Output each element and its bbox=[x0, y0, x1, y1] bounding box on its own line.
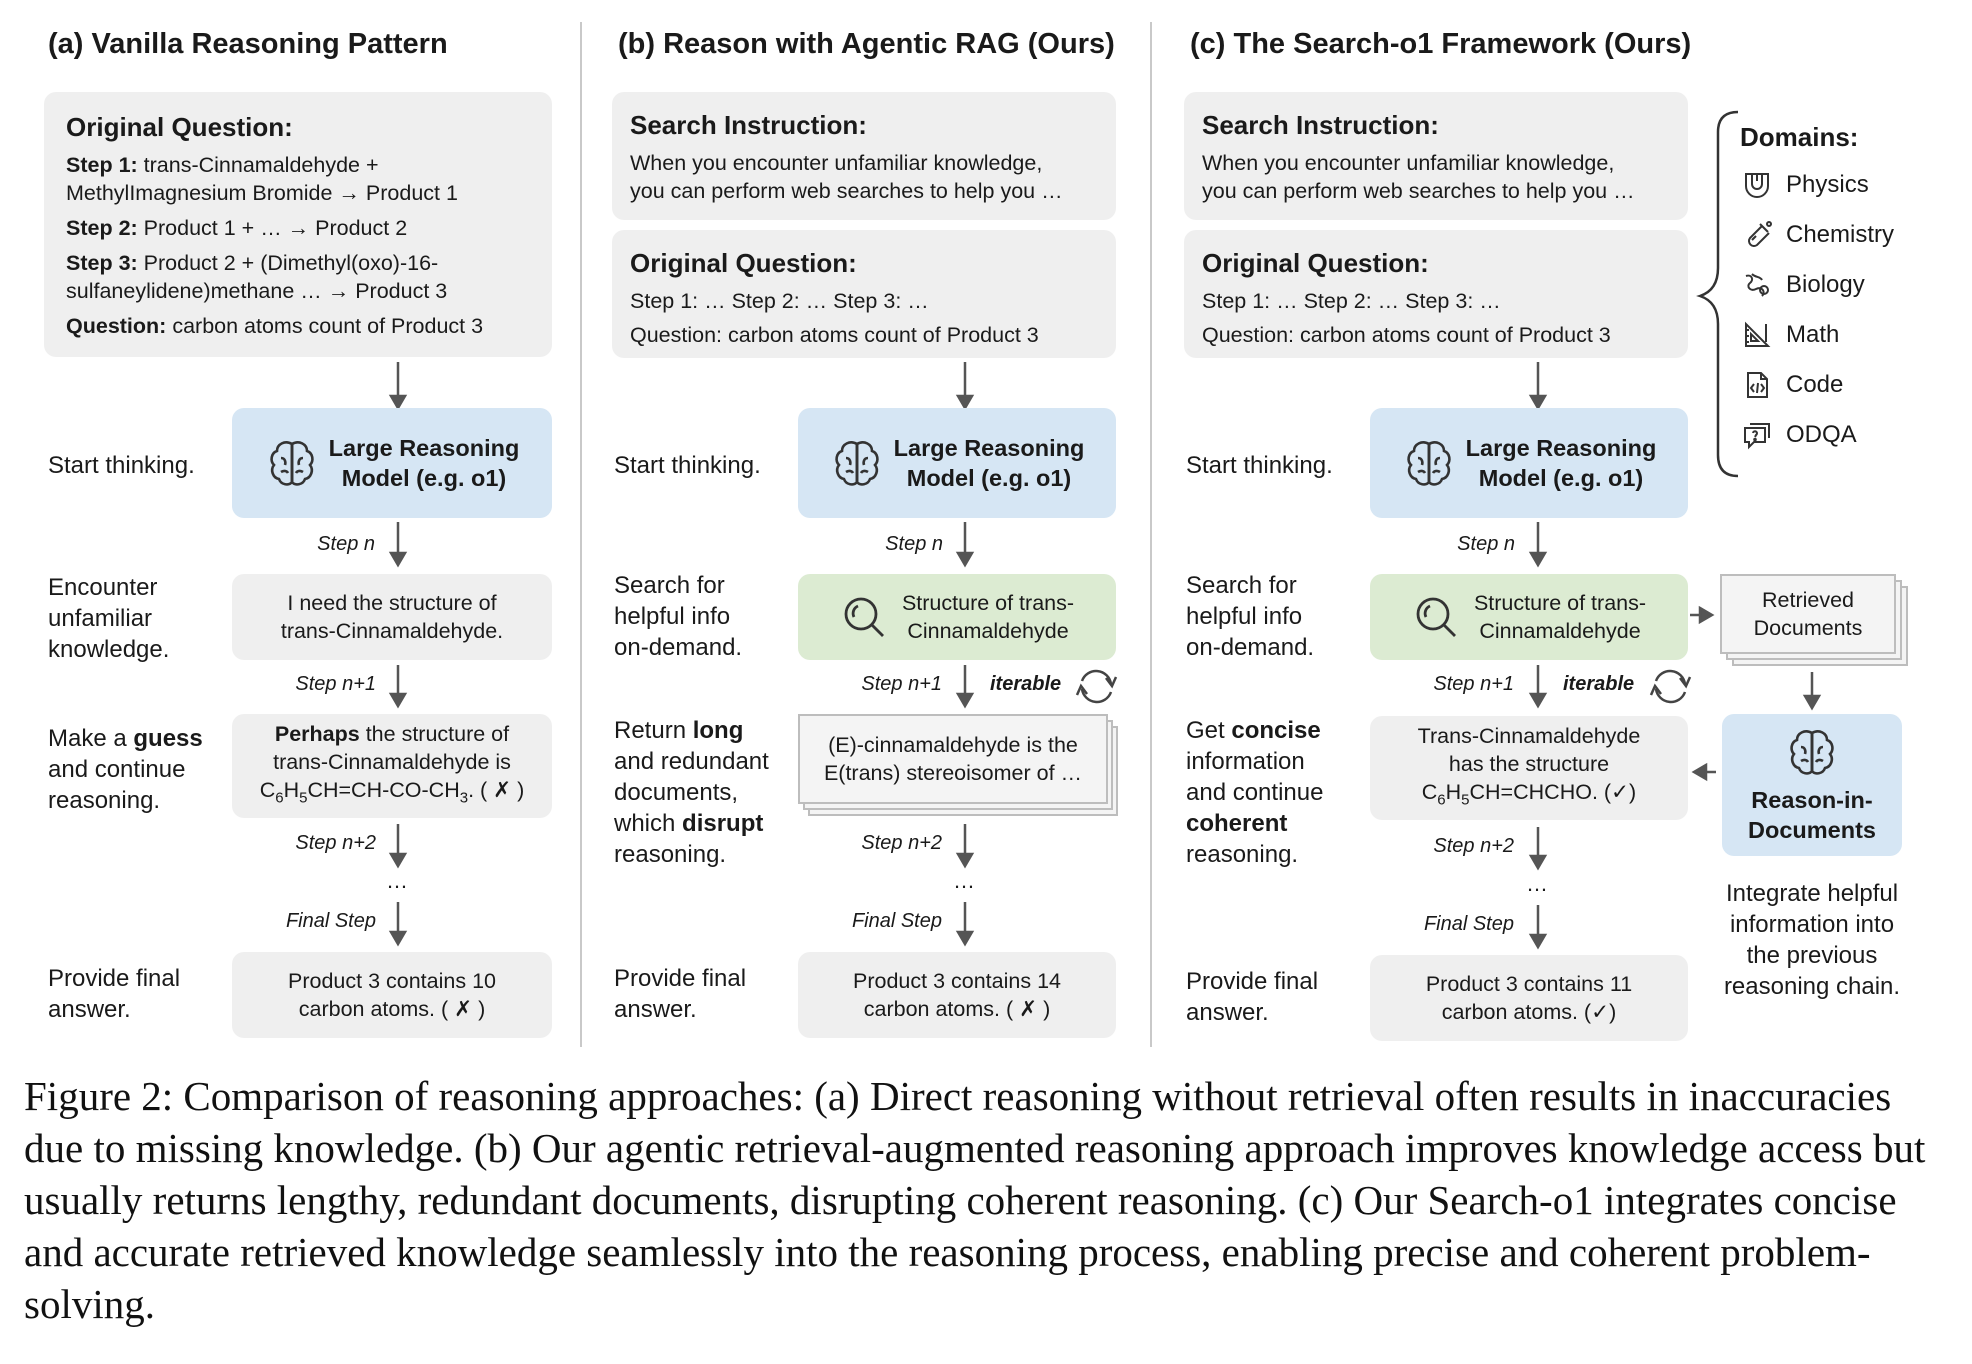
step-n2-label: Step n+2 bbox=[861, 832, 942, 854]
model-title-line2: Model (e.g. o1) bbox=[906, 465, 1072, 491]
search-query-box: Structure of trans- Cinnamaldehyde bbox=[798, 574, 1116, 660]
start-thinking-label: Start thinking. bbox=[1186, 452, 1333, 479]
large-reasoning-model-box bbox=[232, 408, 552, 518]
final-step-label: Final Step bbox=[851, 910, 942, 932]
domain-odqa: ODQA bbox=[1742, 420, 1857, 450]
concise-info-box: Trans-Cinnamaldehyde has the structure $C_6H_5CH=CHCHO$. (✓) bbox=[1370, 716, 1688, 820]
long-documents-box: (E)-cinnamaldehyde is the E(trans) stereoisomer of … bbox=[798, 714, 1108, 804]
panel-c-question-box bbox=[1184, 230, 1688, 358]
brain-icon bbox=[1402, 436, 1456, 490]
step-n-label: Step n bbox=[1457, 533, 1515, 555]
search-icon bbox=[1412, 593, 1460, 641]
panel-b-instruction-box bbox=[612, 92, 1116, 220]
question-heading: Original Question: bbox=[1202, 248, 1429, 278]
odqa-icon bbox=[1742, 420, 1772, 450]
iterable-label: iterable bbox=[1563, 673, 1635, 695]
retrieved-documents-box: Retrieved Documents bbox=[1720, 574, 1896, 654]
brain-icon bbox=[1785, 725, 1839, 779]
question-text: Question: carbon atoms count of Product 3 bbox=[66, 314, 484, 338]
final-step-label: Final Step bbox=[285, 910, 376, 932]
question-step-1: Step 1: trans-Cinnamaldehyde + bbox=[66, 153, 379, 177]
thought-box: I need the structure of trans-Cinnamaldehyde. bbox=[232, 574, 552, 660]
question-step-1-cont: MethylImagnesium Bromide → Product 1 bbox=[66, 181, 458, 205]
panel-b-title: (b) Reason with Agentic RAG (Ours) bbox=[618, 28, 1115, 60]
domain-biology: Biology bbox=[1742, 270, 1865, 300]
model-title-line1: Large Reasoning bbox=[328, 435, 520, 461]
instruction-heading: Search Instruction: bbox=[630, 110, 867, 140]
instruction-line: you can perform web searches to help you … bbox=[1202, 179, 1635, 203]
step-n1-label: Step n+1 bbox=[295, 673, 376, 695]
model-title-line1: Large Reasoning bbox=[1465, 435, 1657, 461]
reason-in-documents-box: Reason-in- Documents bbox=[1722, 714, 1902, 856]
instruction-line: you can perform web searches to help you … bbox=[630, 179, 1063, 203]
panel-b-question-box bbox=[612, 230, 1116, 358]
large-reasoning-model-box bbox=[798, 408, 1116, 518]
question-line: Question: carbon atoms count of Product 3 bbox=[630, 323, 1039, 347]
question-step-2: Step 2: Product 1 + … → Product 2 bbox=[66, 216, 408, 240]
concise-info-label: Get concise information and continue coherent reasoning. bbox=[1186, 717, 1324, 868]
integrate-label: Integrate helpful information into the previous reasoning chain. bbox=[1723, 880, 1901, 1000]
question-line: Question: carbon atoms count of Product 3 bbox=[1202, 323, 1611, 347]
guess-box: Perhaps the structure of trans-Cinnamaldehyde is $C_6H_5CH=CH-CO-CH_3$. ( ✗ ) bbox=[232, 714, 552, 818]
ellipsis: … bbox=[1526, 871, 1548, 896]
biology-icon bbox=[1742, 270, 1772, 300]
search-on-demand-label: Search for helpful info on-demand. bbox=[1186, 572, 1315, 661]
question-heading: Original Question: bbox=[66, 112, 293, 142]
domain-code: Code bbox=[1742, 370, 1843, 400]
panel-a-title: (a) Vanilla Reasoning Pattern bbox=[48, 28, 448, 60]
instruction-line: When you encounter unfamiliar knowledge, bbox=[1202, 151, 1615, 175]
start-thinking-label: Start thinking. bbox=[48, 452, 195, 479]
final-answer-box: Product 3 contains 11 carbon atoms. (✓) bbox=[1370, 955, 1688, 1041]
guess-label: Make a guess and continue reasoning. bbox=[48, 725, 203, 814]
final-answer-box: Product 3 contains 14 carbon atoms. ( ✗ ) bbox=[798, 952, 1116, 1038]
step-n-label: Step n bbox=[317, 533, 375, 555]
model-title-line1: Large Reasoning bbox=[893, 435, 1085, 461]
domain-chemistry: Chemistry bbox=[1742, 220, 1894, 250]
final-step-label: Final Step bbox=[1423, 913, 1514, 935]
brain-icon bbox=[265, 436, 319, 490]
brain-icon bbox=[830, 436, 884, 490]
formula-c: $C_6H_5CH=CHCHO$. (✓) bbox=[1421, 779, 1637, 809]
large-reasoning-model-box bbox=[1370, 408, 1688, 518]
model-title-line2: Model (e.g. o1) bbox=[1478, 465, 1644, 491]
search-query-box: Structure of trans- Cinnamaldehyde bbox=[1370, 574, 1688, 660]
search-on-demand-label: Search for helpful info on-demand. bbox=[614, 572, 743, 661]
step-n2-label: Step n+2 bbox=[295, 832, 376, 854]
final-answer-label: Provide final answer. bbox=[1186, 968, 1319, 1026]
step-n2-label: Step n+2 bbox=[1433, 835, 1514, 857]
start-thinking-label: Start thinking. bbox=[614, 452, 761, 479]
iterable-label: iterable bbox=[990, 673, 1062, 695]
domain-physics: Physics bbox=[1742, 170, 1869, 200]
domain-math: Math bbox=[1742, 320, 1839, 350]
question-heading: Original Question: bbox=[630, 248, 857, 278]
panel-c-title: (c) The Search-o1 Framework (Ours) bbox=[1190, 28, 1692, 60]
instruction-heading: Search Instruction: bbox=[1202, 110, 1439, 140]
final-answer-box: Product 3 contains 10 carbon atoms. ( ✗ ) bbox=[232, 952, 552, 1038]
encounter-label: Encounter unfamiliar knowledge. bbox=[48, 574, 170, 663]
domains-heading: Domains: bbox=[1740, 122, 1859, 152]
question-line: Step 1: … Step 2: … Step 3: … bbox=[1202, 289, 1501, 313]
model-title-line2: Model (e.g. o1) bbox=[341, 465, 507, 491]
final-answer-label: Provide final answer. bbox=[614, 965, 747, 1023]
chemistry-icon bbox=[1742, 220, 1772, 250]
step-n1-label: Step n+1 bbox=[1433, 673, 1514, 695]
instruction-line: When you encounter unfamiliar knowledge, bbox=[630, 151, 1043, 175]
figure-caption: Figure 2: Comparison of reasoning approaches: (a) Direct reasoning without retrieval often results in inaccuracies due to missing knowledge. (b) Our agentic retrieval-augmented reasoning approach improves knowledge access but usually returns lengthy, redundant documents, disrupting coherent reasoning. (c) Our Search-o1 integrates concise and accurate retrieved knowledge seamlessly into the reasoning process, enabling precise and coherent problem-solving. bbox=[24, 1073, 1926, 1327]
code-icon bbox=[1742, 370, 1772, 400]
ellipsis: … bbox=[386, 868, 408, 893]
return-long-label: Return long and redundant documents, which disrupt reasoning. bbox=[614, 717, 769, 868]
ellipsis: … bbox=[953, 868, 975, 893]
formula-a: $C_6H_5CH=CH-CO-CH_3$. ( ✗ ) bbox=[259, 777, 525, 807]
question-step-3: Step 3: Product 2 + (Dimethyl(oxo)-16- bbox=[66, 251, 439, 275]
final-answer-label: Provide final answer. bbox=[48, 965, 181, 1023]
physics-icon bbox=[1742, 170, 1772, 200]
panel-c-instruction-box bbox=[1184, 92, 1688, 220]
question-line: Step 1: … Step 2: … Step 3: … bbox=[630, 289, 929, 313]
step-n1-label: Step n+1 bbox=[861, 673, 942, 695]
step-n-label: Step n bbox=[885, 533, 943, 555]
search-icon bbox=[840, 593, 888, 641]
math-icon bbox=[1742, 320, 1772, 350]
panel-a-question-box bbox=[44, 92, 552, 357]
question-step-3-cont: sulfaneylidene)methane … → Product 3 bbox=[66, 279, 448, 303]
